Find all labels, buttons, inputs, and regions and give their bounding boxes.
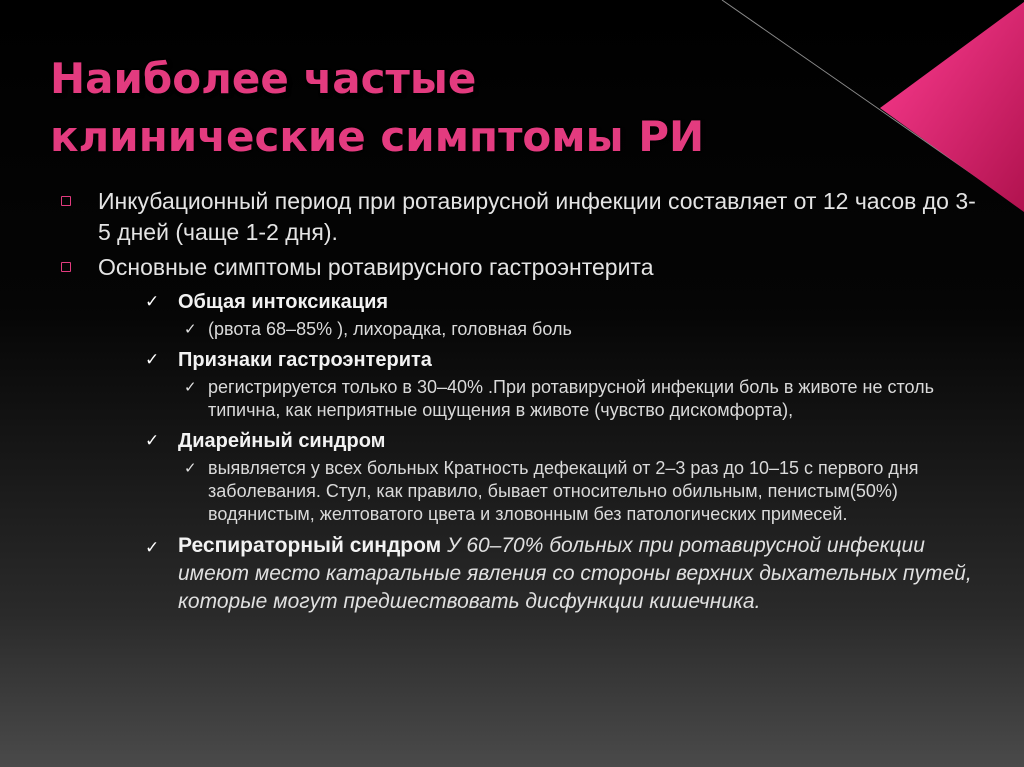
bullet-text: Инкубационный период при ротавирусной инфекции составляет от 12 часов до 3-5 дней (чаще 1-2 дня). xyxy=(98,188,976,245)
symptom-detail-text: выявляется у всех больных Кратность дефекаций от 2–3 раз до 10–15 с первого дня заболевания. Стул, как правило, бывает относительно обильным, пенистым(50%) водянистым, желтоватого цвета и зловонным без патологических примесей. xyxy=(208,458,919,524)
hollow-square-bullet-icon xyxy=(61,262,71,272)
bullet-incubation xyxy=(58,186,988,248)
checkmark-icon: ✓ xyxy=(145,538,160,557)
symptom-detail xyxy=(58,376,988,422)
title-line-2: клинические симптомы РИ xyxy=(50,112,705,161)
symptom-diarrhea xyxy=(58,428,988,454)
bullet-text: Основные симптомы ротавирусного гастроэнтерита xyxy=(98,254,654,280)
checkmark-icon: ✓ xyxy=(145,350,160,369)
checkmark-icon: ✓ xyxy=(184,460,197,477)
symptom-detail-text: регистрируется только в 30–40% .При ротавирусной инфекции боль в животе не столь типична, как неприятные ощущения в животе (чувство дискомфорта), xyxy=(208,377,935,420)
checkmark-icon: ✓ xyxy=(184,321,197,338)
symptom-heading: Респираторный синдром xyxy=(178,534,442,557)
checkmark-icon: ✓ xyxy=(145,292,160,311)
symptom-detail xyxy=(58,457,988,526)
symptom-heading: Диарейный синдром xyxy=(178,430,386,452)
checkmark-icon: ✓ xyxy=(184,379,197,396)
bullet-main-symptoms xyxy=(58,252,988,283)
hollow-square-bullet-icon xyxy=(61,196,71,206)
symptom-intoxication xyxy=(58,289,988,315)
symptom-heading: Общая интоксикация xyxy=(178,291,389,313)
symptom-detail xyxy=(58,318,988,341)
checkmark-icon: ✓ xyxy=(145,431,160,450)
symptom-respiratory xyxy=(58,532,988,616)
title-line-1: Наиболее частые xyxy=(50,54,477,103)
symptom-gastroenteritis xyxy=(58,347,988,373)
pink-triangle xyxy=(880,2,1024,212)
symptom-detail-text: У 60–70% больных при ротавирусной инфекции имеют место катаральные явления со стороны верхних дыхательных путей, которые могут предшествовать дисфункции кишечника. xyxy=(178,534,972,613)
symptom-detail-text: (рвота 68–85% ), лихорадка, головная боль xyxy=(208,319,572,339)
symptom-heading: Признаки гастроэнтерита xyxy=(178,349,432,371)
slide-title xyxy=(50,50,810,166)
content-list xyxy=(58,186,988,616)
